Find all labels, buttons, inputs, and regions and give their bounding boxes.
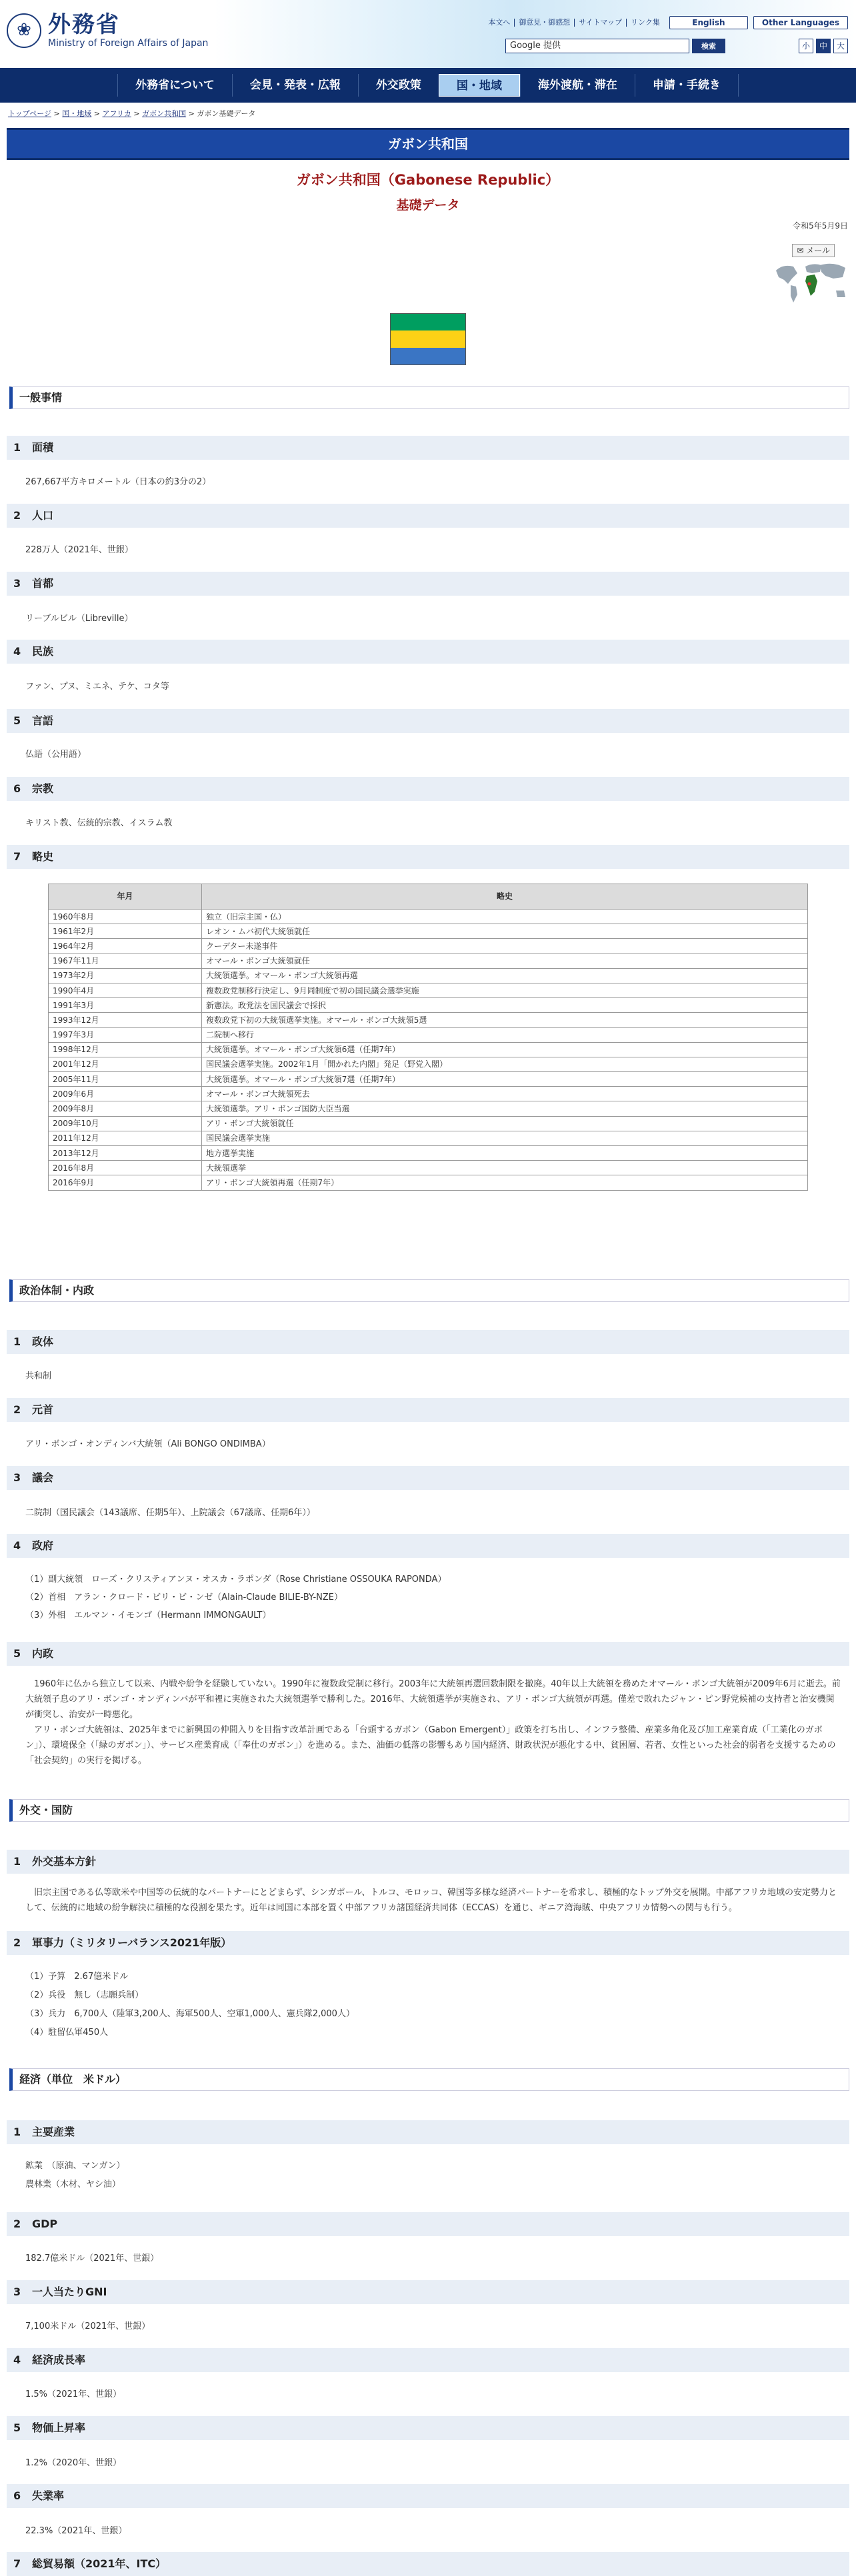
general-heading-ethnic-label: 民族: [32, 645, 54, 658]
flag-stripe-yellow: [391, 330, 465, 347]
economy-heading-unemployment-number: 6: [13, 2489, 21, 2502]
general-heading-population-number: 2: [13, 509, 21, 522]
general-heading-religion-number: 6: [13, 782, 21, 795]
history-row: [49, 910, 808, 924]
economy-gdp-text: 182.7億米ドル（2021年、世銀）: [25, 2254, 159, 2263]
global-nav: [0, 68, 856, 103]
economy-heading-trade-label: 総貿易額（2021年、ITC）: [32, 2557, 167, 2570]
general-heading-religion-label: 宗教: [32, 782, 54, 795]
history-row: [49, 1175, 808, 1190]
english-button[interactable]: English: [669, 16, 748, 29]
section-politics: 政治体制・内政: [9, 1279, 849, 1302]
history-date-cell: 1993年12月: [49, 1013, 202, 1027]
history-event-cell: 国民議会選挙実施。2002年1月「開かれた内閣」発足（野党入閣）: [202, 1057, 808, 1071]
history-col-date: 年月: [49, 884, 202, 910]
politics-parliament-text: 二院制（国民議会（143議席、任期5年）、上院議会（67議席、任期6年））: [25, 1508, 315, 1518]
flag-stripe-green: [391, 314, 465, 330]
general-heading-history-label: 略史: [32, 850, 54, 863]
economy-industry-line-2: 農林業（木材、ヤシ油）: [25, 2180, 121, 2190]
history-date-cell: 1973年2月: [49, 968, 202, 983]
util-link-feedback[interactable]: 御意見・御感想: [515, 19, 575, 27]
history-row: [49, 1116, 808, 1131]
history-event-cell: 大統領選挙。オマール・ボンゴ大統領6選（任期7年）: [202, 1042, 808, 1057]
history-row: [49, 1146, 808, 1161]
economy-heading-industry: [7, 2120, 849, 2144]
site-header: [0, 0, 856, 68]
diplomacy-heading-policy-label: 外交基本方針: [32, 1855, 97, 1868]
font-large-button[interactable]: 大: [833, 39, 848, 53]
politics-heading-system: [7, 1330, 849, 1354]
politics-domestic-para-2: アリ・ボンゴ大統領は、2025年までに新興国の仲間入りを目指す改革計画である「台頭するガボン（Gabon Emergent）」政策を打ち出し、インフラ整備、産業多角化及び加工産業育成（「工業化のガボン」）、環境保全（「緑のガボン」）、サービス産業育成（「奉仕のガボン」）を進める。また、油価の低落の影響もあり国内経済、財政状況が悪化する中、貧困層、若者、女性といった社会的弱者を支援するための「社会契約」の実行を掲げる。: [25, 1725, 836, 1766]
general-heading-area-label: 面積: [32, 441, 54, 454]
logo-title-en: Ministry of Foreign Affairs of Japan: [48, 38, 209, 49]
history-date-cell: 2009年8月: [49, 1101, 202, 1116]
general-heading-religion: [7, 777, 849, 801]
politics-government-line-1: （1）副大統領 ローズ・クリスティアンヌ・オスカ・ラポンダ（Rose Christiane OSSOUKA RAPONDA）: [25, 1575, 447, 1585]
economy-growth-text: 1.5%（2021年、世銀）: [25, 2389, 122, 2399]
site-logo[interactable]: [7, 12, 208, 49]
economy-gni-text: 7,100米ドル（2021年、世銀）: [25, 2321, 151, 2331]
history-row: [49, 968, 808, 983]
diplomacy-military-line-3: （3）兵力 6,700人（陸軍3,200人、海軍500人、空軍1,000人、憲兵隊2,000人）: [25, 2009, 355, 2019]
history-date-cell: 1960年8月: [49, 910, 202, 924]
general-heading-capital: [7, 572, 849, 596]
general-heading-language-label: 言語: [32, 714, 54, 727]
general-heading-population-label: 人口: [32, 509, 54, 522]
economy-heading-unemployment-label: 失業率: [32, 2489, 65, 2502]
search-button[interactable]: 検索: [692, 39, 725, 53]
diplomacy-heading-policy: [7, 1850, 849, 1874]
section-general: 一般事情: [9, 386, 849, 409]
history-row: [49, 1027, 808, 1042]
economy-heading-gni: [7, 2280, 849, 2304]
general-heading-area: [7, 436, 849, 460]
economy-heading-gni-number: 3: [13, 2285, 21, 2298]
utility-links: [484, 16, 848, 29]
breadcrumb-gabon[interactable]: ガボン共和国: [142, 109, 187, 118]
history-event-cell: 複数政党制移行決定し、9月同制度で初の国民議会選挙実施: [202, 983, 808, 997]
diplomacy-heading-policy-number: 1: [13, 1855, 21, 1868]
section-economy: 経済（単位 米ドル）: [9, 2068, 849, 2091]
politics-head-text: アリ・ボンゴ・オンディンバ大統領（Ali BONGO ONDIMBA）: [25, 1439, 271, 1449]
politics-heading-parliament: [7, 1466, 849, 1490]
politics-heading-system-label: 政体: [32, 1335, 54, 1348]
history-row: [49, 1013, 808, 1027]
economy-heading-gdp: [7, 2212, 849, 2236]
history-row: [49, 939, 808, 954]
nav-about[interactable]: 外務省について: [117, 74, 232, 97]
section-diplomacy: 外交・国防: [9, 1799, 849, 1822]
history-event-cell: レオン・ムバ初代大統領就任: [202, 924, 808, 939]
history-date-cell: 1991年3月: [49, 998, 202, 1013]
history-event-cell: オマール・ボンゴ大統領就任: [202, 954, 808, 968]
politics-heading-system-number: 1: [13, 1335, 21, 1348]
history-event-cell: 独立（旧宗主国・仏）: [202, 910, 808, 924]
economy-heading-inflation-label: 物価上昇率: [32, 2421, 86, 2434]
logo-title-ja: 外務省: [48, 11, 120, 38]
economy-heading-gni-label: 一人当たりGNI: [32, 2285, 107, 2298]
history-event-cell: 二院制へ移行: [202, 1027, 808, 1042]
breadcrumb-top[interactable]: トップページ: [8, 109, 52, 118]
diplomacy-heading-military-label: 軍事力（ミリタリーバランス2021年版）: [32, 1936, 232, 1949]
util-link-links[interactable]: リンク集: [631, 18, 660, 27]
politics-government-line-2: （2）首相 アラン・クロード・ビリ・ビ・ンゼ（Alain-Claude BILIE-BY-NZE）: [25, 1593, 343, 1603]
history-row: [49, 1101, 808, 1116]
economy-inflation-text: 1.2%（2020年、世銀）: [25, 2458, 122, 2468]
nav-press[interactable]: 会見・発表・広報: [232, 74, 358, 97]
font-medium-button[interactable]: 中: [816, 39, 831, 53]
economy-heading-growth-number: 4: [13, 2353, 21, 2366]
history-event-cell: 大統領選挙: [202, 1161, 808, 1175]
economy-heading-trade: [7, 2552, 849, 2576]
politics-heading-head-label: 元首: [32, 1403, 54, 1416]
history-event-cell: 大統領選挙。オマール・ボンゴ大統領7選（任期7年）: [202, 1072, 808, 1087]
history-date-cell: 1990年4月: [49, 983, 202, 997]
history-date-cell: 1964年2月: [49, 939, 202, 954]
politics-heading-domestic: [7, 1642, 849, 1666]
politics-heading-parliament-number: 3: [13, 1471, 21, 1484]
diplomacy-heading-military: [7, 1931, 849, 1955]
history-date-cell: 2005年11月: [49, 1072, 202, 1087]
breadcrumb-regions[interactable]: 国・地域: [62, 109, 92, 118]
general-capital-text: リーブルビル（Libreville）: [25, 614, 133, 624]
util-link-sitemap[interactable]: サイトマップ: [575, 19, 627, 27]
history-event-cell: 新憲法。政党法を国民議会で採択: [202, 998, 808, 1013]
diplomacy-policy-para: 旧宗主国である仏等欧米や中国等の伝統的なパートナーにとどまらず、シンガポール、トルコ、モロッコ、韓国等多様な経済パートナーを希求し、積極的なトップ外交を展開。中部アフリカ地域の安定勢力として、伝統的に地域の紛争解決に積極的な役割を果たす。近年は同国に本部を置く中部アフリカ諸国経済共同体（ECCAS）を通じ、ギニア湾海賊、中央アフリカ情勢への関与も行う。: [25, 1888, 837, 1913]
politics-heading-government-number: 4: [13, 1539, 21, 1552]
page-title: ガボン共和国（Gabonese Republic）: [296, 171, 560, 188]
nav-regions[interactable]: 国・地域: [439, 74, 520, 97]
nav-procedures[interactable]: 申請・手続き: [635, 74, 739, 97]
history-date-cell: 2011年12月: [49, 1131, 202, 1145]
politics-heading-domestic-number: 5: [13, 1647, 21, 1660]
country-banner: ガボン共和国: [7, 128, 849, 160]
breadcrumb: トップページ > 国・地域 > アフリカ > ガボン共和国 > ガボン基礎データ: [8, 109, 256, 118]
history-row: [49, 1087, 808, 1101]
diplomacy-military-line-4: （4）駐留仏軍450人: [25, 2028, 109, 2038]
history-row: [49, 983, 808, 997]
politics-heading-government: [7, 1534, 849, 1558]
general-heading-ethnic: [7, 640, 849, 664]
history-event-cell: クーデター未遂事件: [202, 939, 808, 954]
politics-heading-government-label: 政府: [32, 1539, 54, 1552]
history-row: [49, 1057, 808, 1071]
economy-industry-line-1: 鉱業 （原油、マンガン）: [25, 2161, 125, 2171]
history-row: [49, 1072, 808, 1087]
diplomacy-heading-military-number: 2: [13, 1936, 21, 1949]
politics-heading-domestic-label: 内政: [32, 1647, 54, 1660]
economy-heading-growth-label: 経済成長率: [32, 2353, 86, 2366]
diplomacy-military-line-2: （2）兵役 無し（志願兵制）: [25, 1990, 144, 2000]
history-event-cell: オマール・ボンゴ大統領死去: [202, 1087, 808, 1101]
economy-heading-unemployment: [7, 2484, 849, 2508]
search-input[interactable]: Google 提供: [505, 39, 689, 53]
history-date-cell: 2016年8月: [49, 1161, 202, 1175]
politics-system-text: 共和制: [25, 1371, 52, 1381]
general-heading-population: [7, 504, 849, 528]
economy-heading-gdp-number: 2: [13, 2218, 21, 2230]
history-date-cell: 2001年12月: [49, 1057, 202, 1071]
general-religion-text: キリスト教、伝統的宗教、イスラム教: [25, 818, 173, 828]
economy-heading-industry-number: 1: [13, 2126, 21, 2138]
history-row: [49, 954, 808, 968]
history-col-event: 略史: [202, 884, 808, 910]
history-date-cell: 1997年3月: [49, 1027, 202, 1042]
history-event-cell: 国民議会選挙実施: [202, 1131, 808, 1145]
history-date-cell: 1967年11月: [49, 954, 202, 968]
politics-government-line-3: （3）外相 エルマン・イモンゴ（Hermann IMMONGAULT）: [25, 1610, 271, 1620]
util-link-skip[interactable]: 本文へ: [484, 19, 515, 27]
economy-unemployment-text: 22.3%（2021年、世銀）: [25, 2526, 127, 2536]
economy-heading-inflation: [7, 2416, 849, 2440]
general-heading-capital-number: 3: [13, 577, 21, 590]
emblem-icon: ❀: [7, 13, 41, 48]
breadcrumb-current: ガボン基礎データ: [197, 109, 256, 118]
economy-heading-inflation-number: 5: [13, 2421, 21, 2434]
history-date-cell: 2009年10月: [49, 1116, 202, 1131]
history-row: [49, 1161, 808, 1175]
history-date-cell: 1961年2月: [49, 924, 202, 939]
flag-stripe-blue: [391, 348, 465, 364]
general-heading-ethnic-number: 4: [13, 645, 21, 658]
page-subtitle: 基礎データ: [396, 198, 460, 213]
economy-heading-trade-number: 7: [13, 2557, 21, 2570]
breadcrumb-africa[interactable]: アフリカ: [102, 109, 131, 118]
history-row: [49, 1131, 808, 1145]
history-table: [48, 884, 808, 1191]
update-date: 令和5年5月9日: [793, 221, 848, 231]
economy-heading-industry-label: 主要産業: [32, 2126, 75, 2138]
general-population-text: 228万人（2021年、世銀）: [25, 545, 133, 555]
mail-button[interactable]: [792, 244, 835, 257]
diplomacy-military-line-1: （1）予算 2.67億米ドル: [25, 1972, 129, 1982]
font-small-button[interactable]: 小: [799, 39, 813, 53]
history-event-cell: 地方選挙実施: [202, 1146, 808, 1161]
history-row: [49, 1042, 808, 1057]
history-date-cell: 1998年12月: [49, 1042, 202, 1057]
other-languages-button[interactable]: Other Languages: [753, 16, 848, 29]
history-row: [49, 998, 808, 1013]
history-row: [49, 924, 808, 939]
general-heading-history-number: 7: [13, 850, 21, 863]
general-area-text: 267,667平方キロメートル（日本の約3分の2）: [25, 477, 211, 487]
history-date-cell: 2013年12月: [49, 1146, 202, 1161]
general-heading-language: [7, 709, 849, 733]
history-event-cell: 複数政党下初の大統領選挙実施。オマール・ボンゴ大統領5選: [202, 1013, 808, 1027]
general-language-text: 仏語（公用語）: [25, 750, 87, 760]
general-heading-language-number: 5: [13, 714, 21, 727]
mail-icon: ✉: [797, 246, 804, 255]
national-flag: [390, 313, 466, 365]
general-heading-area-number: 1: [13, 441, 21, 454]
general-heading-capital-label: 首都: [32, 577, 54, 590]
mail-label: メール: [806, 246, 830, 255]
politics-heading-head-number: 2: [13, 1403, 21, 1416]
history-date-cell: 2009年6月: [49, 1087, 202, 1101]
general-ethnic-text: ファン、プヌ、ミエネ、テケ、コタ等: [25, 682, 169, 692]
economy-heading-gdp-label: GDP: [32, 2218, 58, 2230]
history-event-cell: 大統領選挙。オマール・ボンゴ大統領再選: [202, 968, 808, 983]
history-date-cell: 2016年9月: [49, 1175, 202, 1190]
politics-heading-parliament-label: 議会: [32, 1471, 54, 1484]
nav-policy[interactable]: 外交政策: [358, 74, 439, 97]
history-event-cell: アリ・ボンゴ大統領再選（任期7年）: [202, 1175, 808, 1190]
font-size-controls: [796, 39, 848, 53]
politics-domestic-para-1: 1960年に仏から独立して以来、内戦や紛争を経験していない。1990年に複数政党制に移行。2003年に大統領再選回数制限を撤廃。40年以上大統領を務めたオマール・ボンゴ大統領が2009年6月に逝去。前大統領子息のアリ・ボンゴ・オンディンバが平和裡に実施された大統領選挙で勝利した。2016年、大統領選挙が実施され、アリ・ボンゴ大統領が再選。僅差で敗れたジャン・ピン野党候補の支持者と治安機関が衝突し、治安が一時悪化。: [25, 1679, 841, 1720]
history-event-cell: アリ・ボンゴ大統領就任: [202, 1116, 808, 1131]
history-event-cell: 大統領選挙。アリ・ボンゴ国防大臣当選: [202, 1101, 808, 1116]
general-heading-history: [7, 845, 849, 869]
world-map-icon: [773, 259, 849, 305]
politics-heading-head: [7, 1398, 849, 1422]
economy-heading-growth: [7, 2348, 849, 2372]
nav-travel[interactable]: 海外渡航・滞在: [520, 74, 635, 97]
